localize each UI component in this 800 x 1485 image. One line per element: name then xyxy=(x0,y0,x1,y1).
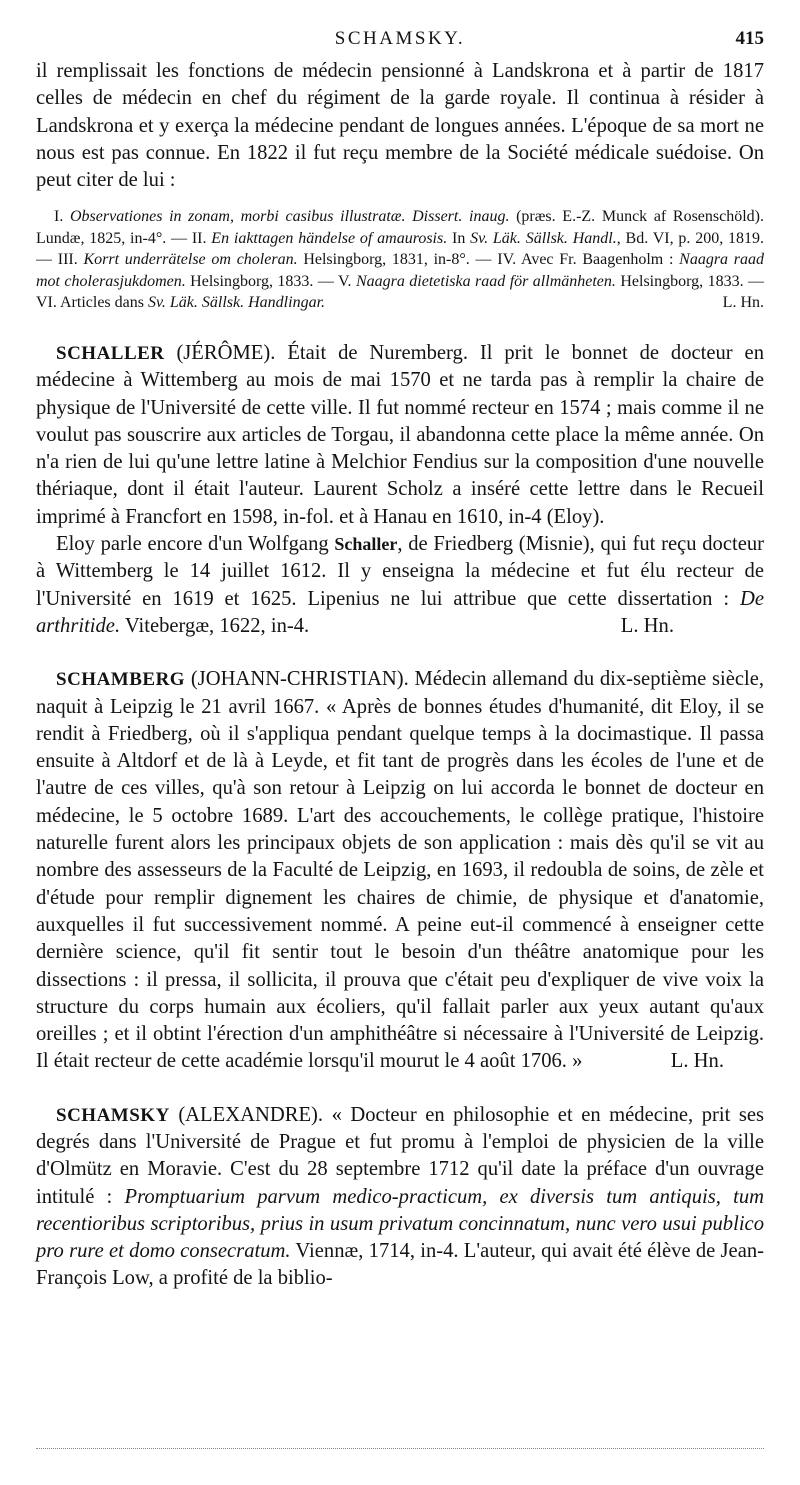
entry-text: Vitebergæ, 1622, in-4. xyxy=(120,614,310,637)
biblio-text: Helsingborg, 1833. — VI. Articles dans xyxy=(36,272,765,312)
page-number: 415 xyxy=(735,28,764,49)
biblio-text: Helsingborg, 1831, in-8°. — IV. Avec Fr. Baagenholm : xyxy=(297,251,680,269)
schamberg-paragraph xyxy=(36,666,764,1075)
cross-ref-name: Schaller xyxy=(334,534,398,555)
entry-schaller xyxy=(36,340,764,640)
biblio-title: En iakttagen händelse of amaurosis. xyxy=(211,229,448,247)
schaller-paragraph-2 xyxy=(36,531,764,640)
author-signature: L. Hn. xyxy=(670,1050,724,1073)
schaller-paragraph xyxy=(36,340,764,531)
entry-text: Viennæ, 1714, in-4. L'auteur, qui avait été élève de Jean-François Low, a profité de la biblio- xyxy=(36,1240,764,1290)
biblio-title: Sv. Läk. Sällsk. Handlingar. xyxy=(147,294,326,312)
biblio-title: Naagra raad mot cholerasjukdomen. xyxy=(36,251,765,290)
work-title: Promptuarium parvum medico-practicum, ex diversis tum antiquis, tum recentioribus scriptoribus, prius in usum privatum concinnatum, nunc vero usui publico pro rure et domo consecratum. xyxy=(36,1185,764,1263)
entry-headword: SCHALLER xyxy=(56,342,165,364)
page xyxy=(36,28,764,1293)
running-title: SCHAMSKY. xyxy=(334,28,466,49)
biblio-text: Helsingborg, 1833. — V. xyxy=(185,272,356,290)
entry-text: Médecin allemand du dix-septième siècle, naquit à Leipzig le 21 avril 1667. « Après de bonnes études d'humanité, dit Eloy, il se rendit à Friedberg, où il s'appliqua pendant quelque temps à la docimastique. Il passa ensuite à Altdorf et de là à Leyde, et fit tant de progrès dans les écoles de l'une et de l'autre de ces villes, qu'à son retour à Leipzig on lui accorda le bonnet de docteur en médecine, le 5 octobre 1689. L'art des accouchements, le collège pratique, l'histoire naturelle furent alors les principaux objets de son application : mais dès qu'il se vit au nombre des assesseurs de la Faculté de Leipzig, en 1693, il redoubla de soins, de zèle et d'étude pour remplir dignement les chaires de chimie, de physique et d'anatomie, auxquelles il fut successivement nommé. A peine eut-il commencé à enseigner cette dernière science, qu'il fit sentir tout le besoin d'un théâtre anatomique pour les dissections : il pressa, il sollicita, il prouva que c'était peu d'expliquer de vive voix la structure du corps humain aux écoliers, qu'il fallait parler aux yeux autant qu'aux oreilles ; et il obtint l'érection d'un amphithéâtre si nécessaire à l'Université de Leipzig. Il était recteur de cette académie lorsqu'il mourut le 4 août 1706. » xyxy=(36,668,764,1073)
entry-schamsky xyxy=(36,1102,764,1293)
entry-text: Était de Nuremberg. Il prit le bonnet de docteur en médecine à Wittemberg au mois de mai 1570 et ne tarda pas à remplir la chaire de physique de l'Université de cette ville. Il fut nommé recteur en 1574 ; mais comme il ne voulut pas souscrire aux articles de Torgau, il abandonna cette place la même année. On n'a rien de lui qu'une lettre latine à Melchior Fendius sur la composition d'une nouvelle thériaque, dont il était l'auteur. Laurent Scholz a inséré cette lettre dans le Recueil imprimé à Francfort en 1598, in-fol. et à Hanau en 1610, in-4 (Eloy). xyxy=(36,341,764,528)
entry-schamberg xyxy=(36,666,764,1075)
bottom-dotted-rule xyxy=(36,1448,764,1449)
biblio-title: Observationes in zonam, morbi casibus illustratæ. Dissert. inaug. xyxy=(69,208,510,226)
biblio-text: (præs. E.-Z. Munck af Rosenschöld). Lundæ, 1825, in-4°. — II. xyxy=(36,208,764,247)
biblio-text: In xyxy=(447,229,471,247)
biblio-text: I. xyxy=(54,208,70,226)
biblio-text: , Bd. VI, p. 200, 1819. — III. xyxy=(36,229,765,269)
entry-text: « Docteur en philosophie et en médecine, prit ses degrés dans l'Université de Prague et fut promu à l'emploi de physicien de la ville d'Olmütz en Moravie. C'est du 28 septembre 1712 qu'il date la préface d'un ouvrage intitulé : xyxy=(36,1103,764,1208)
paragraph-landskrona: il remplissait les fonctions de médecin pensionné à Landskrona et à partir de 1817 celles de médecin en chef du régiment de la garde royale. Il continua à résider à Landskrona et y exerça la médecine pendant de longues années. L'époque de sa mort ne nous est pas connue. En 1822 il fut reçu membre de la Société médicale suédoise. On peut citer de lui : xyxy=(36,60,764,192)
schamsky-paragraph xyxy=(36,1102,764,1293)
author-signature: L. Hn. xyxy=(620,614,674,637)
author-signature: L. Hn. xyxy=(722,294,764,312)
biblio-title: Korrt underrätelse om choleran. xyxy=(83,251,298,269)
running-head xyxy=(36,28,764,58)
entry-given-name: (ALEXANDRE). xyxy=(178,1103,324,1126)
entry-headword: SCHAMBERG xyxy=(56,669,186,691)
entry-given-name: (JOHANN-CHRISTIAN). xyxy=(190,668,409,691)
entry-headword: SCHAMSKY xyxy=(56,1104,170,1126)
biblio-title: Naagra dietetiska raad för allmänheten. xyxy=(355,272,616,290)
biblio-title: Sv. Läk. Sällsk. Handl. xyxy=(470,229,617,247)
entry-text: Eloy parle encore d'un Wolfgang xyxy=(56,533,335,556)
work-title: De arthritide. xyxy=(36,587,764,637)
bibliography-list xyxy=(36,206,764,314)
entry-text: , de Friedberg (Misnie), qui fut reçu docteur à Wittemberg le 14 juillet 1612. Il y enseigna la médecine et fut élu recteur de l'Université en 1619 et 1625. Lipenius ne lui attribue que cette dissertation : xyxy=(36,533,764,610)
entry-given-name: (JÉRÔME). xyxy=(176,341,276,364)
